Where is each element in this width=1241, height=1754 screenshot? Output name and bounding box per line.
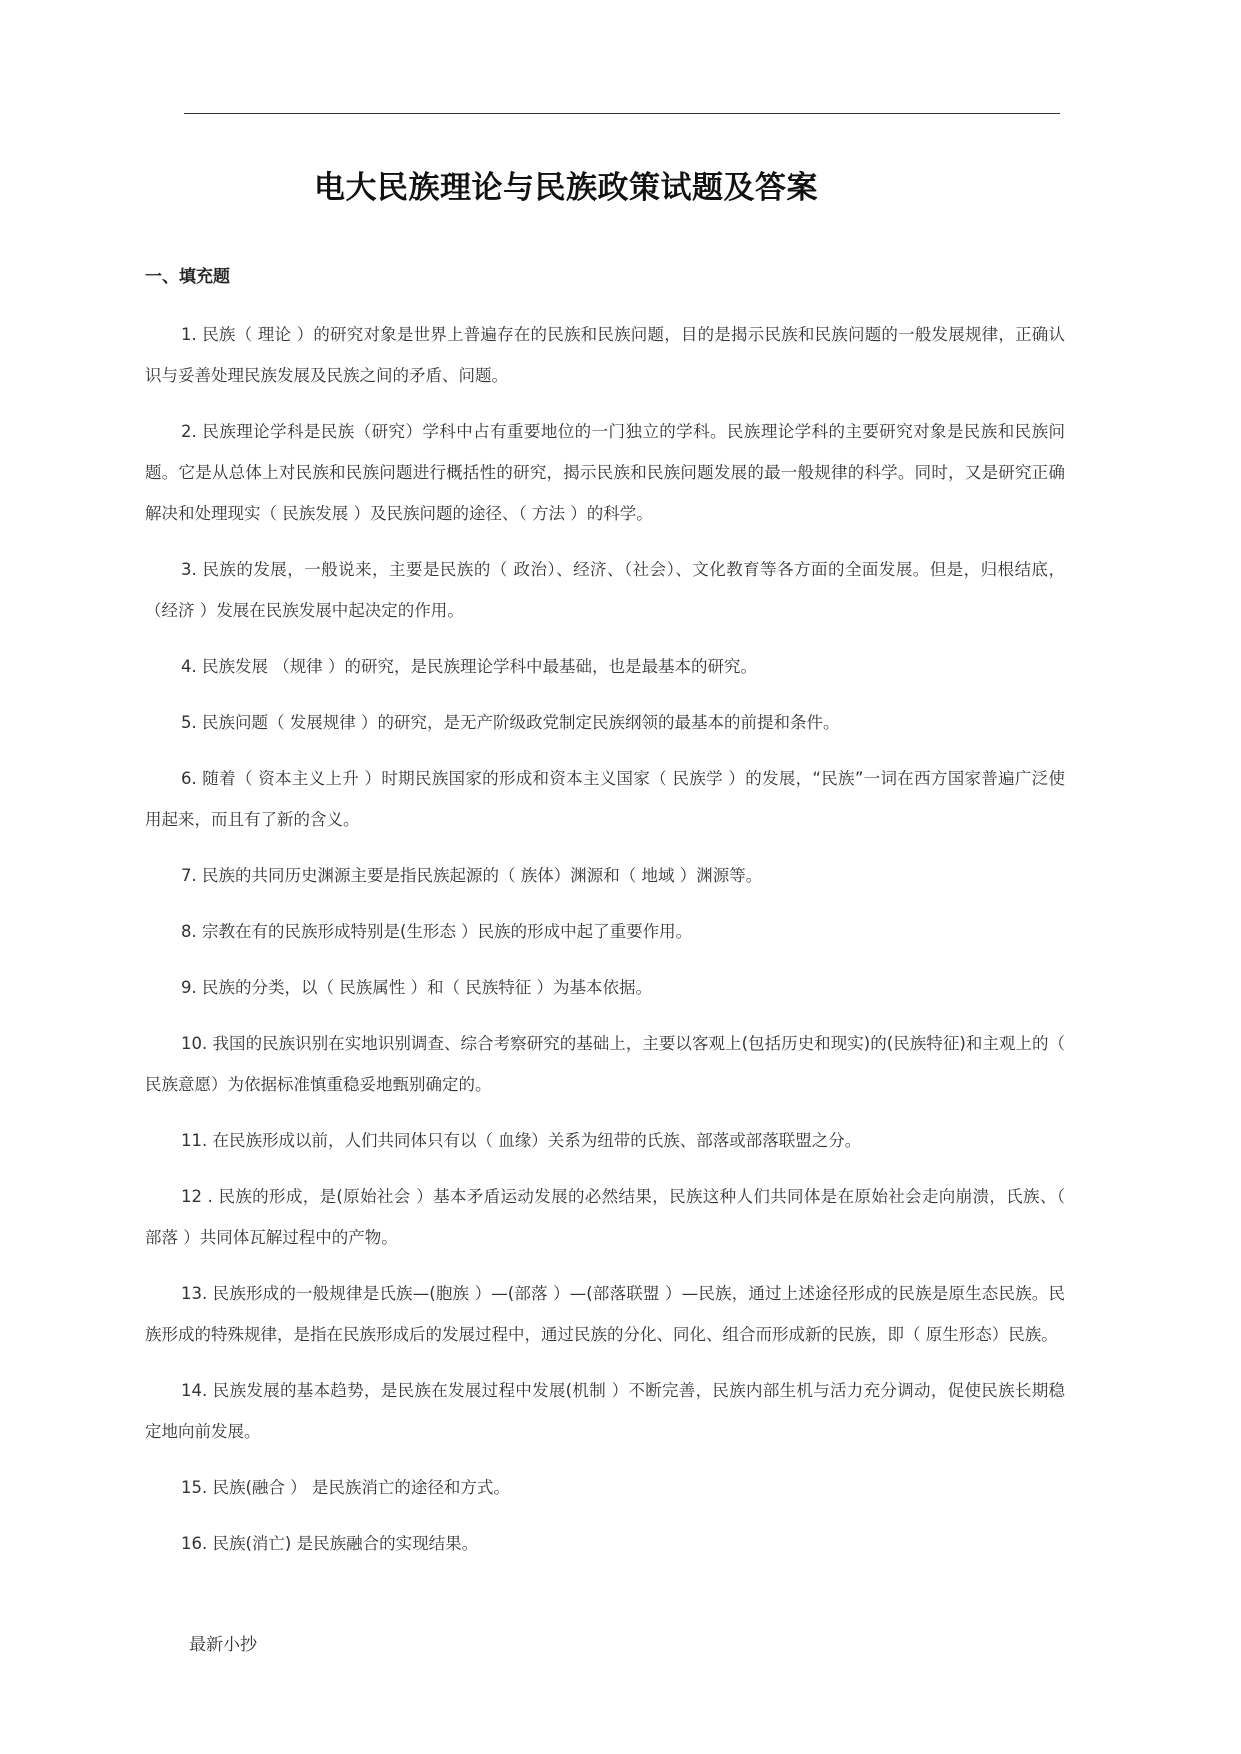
question-item: 11. 在民族形成以前，人们共同体只有以（ 血缘）关系为纽带的氏族、部落或部落联盟之分。 <box>181 1131 862 1150</box>
question-item: 13. 民族形成的一般规律是氏族—(胞族 ）—(部落 ）—(部落联盟 ）—民族，通过上述途径形成的民族是原生态民族。民族形成的特殊规律，是指在民族形成后的发展过程中，通过民族的分化、同化、组合而形成新的民族，即（ 原生形态）民族。 <box>145 1284 1065 1344</box>
question-item: 6. 随着（ 资本主义上升 ）时期民族国家的形成和资本主义国家（ 民族学 ）的发展，“民族”一词在西方国家普遍广泛使用起来，而且有了新的含义。 <box>145 769 1065 829</box>
question-item: 7. 民族的共同历史渊源主要是指民族起源的（ 族体）渊源和（ 地域 ）渊源等。 <box>181 866 763 885</box>
question-item: 2. 民族理论学科是民族（研究）学科中占有重要地位的一门独立的学科。民族理论学科的主要研究对象是民族和民族问题。它是从总体上对民族和民族问题进行概括性的研究，揭示民族和民族问题发展的最一般规律的科学。同时，又是研究正确解决和处理现实（ 民族发展 ）及民族问题的途径、（ 方法 ）的科学。 <box>145 422 1065 523</box>
footer-note: 最新小抄 <box>189 1635 257 1655</box>
question-item: 3. 民族的发展，一般说来，主要是民族的（ 政治）、经济、（社会）、文化教育等各方面的全面发展。但是，归根结底，（经济 ）发展在民族发展中起决定的作用。 <box>145 560 1065 620</box>
question-item: 15. 民族(融合 ） 是民族消亡的途径和方式。 <box>181 1478 510 1497</box>
question-item: 8. 宗教在有的民族形成特别是(生形态 ）民族的形成中起了重要作用。 <box>181 922 693 941</box>
header-rule <box>184 113 1060 114</box>
question-list <box>145 314 1065 1579</box>
question-item: 16. 民族(消亡) 是民族融合的实现结果。 <box>181 1534 479 1553</box>
document-title: 电大民族理论与民族政策试题及答案 <box>314 170 818 206</box>
question-item: 12 . 民族的形成，是(原始社会 ）基本矛盾运动发展的必然结果，民族这种人们共同体是在原始社会走向崩溃，氏族、（ 部落 ）共同体瓦解过程中的产物。 <box>145 1187 1065 1247</box>
question-item: 14. 民族发展的基本趋势，是民族在发展过程中发展(机制 ）不断完善，民族内部生机与活力充分调动，促使民族长期稳定地向前发展。 <box>145 1381 1065 1441</box>
question-item: 9. 民族的分类，以（ 民族属性 ）和（ 民族特征 ）为基本依据。 <box>181 978 652 997</box>
question-item: 10. 我国的民族识别在实地识别调查、综合考察研究的基础上，主要以客观上(包括历史和现实)的(民族特征)和主观上的（ 民族意愿）为依据标准慎重稳妥地甄别确定的。 <box>145 1034 1065 1094</box>
question-item: 5. 民族问题（ 发展规律 ）的研究，是无产阶级政党制定民族纲领的最基本的前提和条件。 <box>181 713 840 732</box>
question-item: 4. 民族发展 （规律 ）的研究，是民族理论学科中最基础，也是最基本的研究。 <box>181 657 757 676</box>
question-item: 1. 民族（ 理论 ）的研究对象是世界上普遍存在的民族和民族问题，目的是揭示民族和民族问题的一般发展规律，正确认识与妥善处理民族发展及民族之间的矛盾、问题。 <box>145 325 1065 385</box>
section-heading: 一、填充题 <box>145 267 230 287</box>
